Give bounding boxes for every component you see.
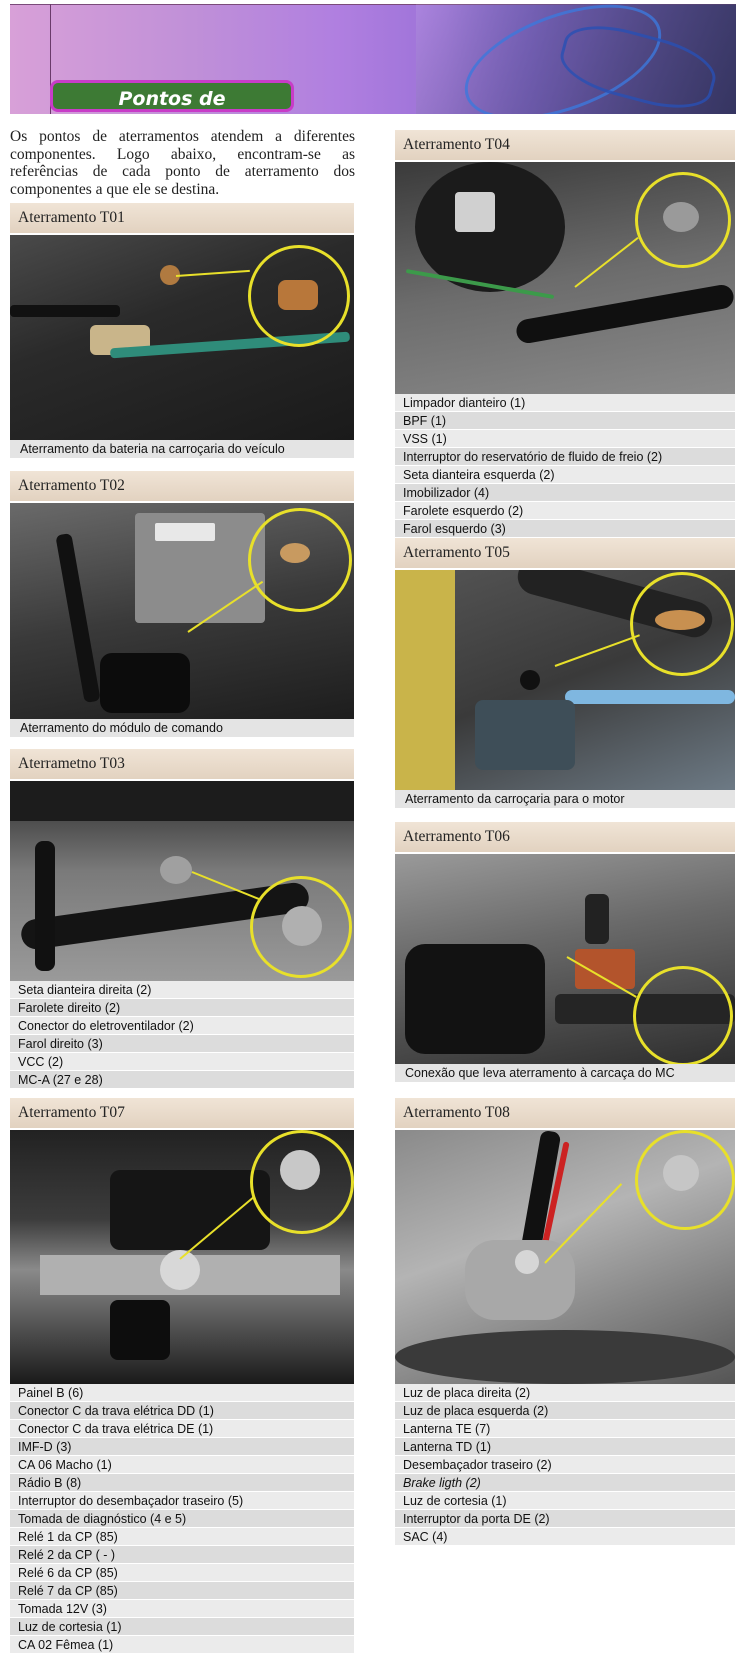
intro-paragraph: Os pontos de aterramentos atendem a diferentes componentes. Logo abaixo, encontram-se as referências de cada ponto de aterramento dos componentes a que ele se destina. [10, 128, 355, 198]
section-title-t06: Aterramento T06 [395, 822, 735, 852]
photo-t06 [395, 854, 735, 1064]
list-item: Tomada 12V (3) [10, 1600, 354, 1618]
list-item: VCC (2) [10, 1053, 354, 1071]
caption-t01: Aterramento da bateria na carroçaria do veículo [10, 440, 354, 458]
list-item: Seta dianteira esquerda (2) [395, 466, 735, 484]
section-title-t01: Aterramento T01 [10, 203, 354, 233]
list-item: MC-A (27 e 28) [10, 1071, 354, 1089]
section-title-t02: Aterramento T02 [10, 471, 354, 501]
list-item: Luz de placa direita (2) [395, 1384, 735, 1402]
list-item: CA 02 Fêmea (1) [10, 1636, 354, 1654]
list-item: Limpador dianteiro (1) [395, 394, 735, 412]
list-item: Lanterna TE (7) [395, 1420, 735, 1438]
header-banner [10, 4, 736, 114]
list-item: Lanterna TD (1) [395, 1438, 735, 1456]
list-item: Conector C da trava elétrica DE (1) [10, 1420, 354, 1438]
list-item: Interruptor da porta DE (2) [395, 1510, 735, 1528]
list-item: Desembaçador traseiro (2) [395, 1456, 735, 1474]
section-title-t05: Aterramento T05 [395, 538, 735, 568]
photo-t01 [10, 235, 354, 440]
list-item: Interruptor do desembaçador traseiro (5) [10, 1492, 354, 1510]
list-item: Conector do eletroventilador (2) [10, 1017, 354, 1035]
caption-t06: Conexão que leva aterramento à carcaça do MC [395, 1064, 735, 1082]
list-item: Farol esquerdo (3) [395, 520, 735, 538]
list-item: Farolete direito (2) [10, 999, 354, 1017]
caption-t05: Aterramento da carroçaria para o motor [395, 790, 735, 808]
list-item: Seta dianteira direita (2) [10, 981, 354, 999]
list-item: IMF-D (3) [10, 1438, 354, 1456]
section-title-t03: Aterrametno T03 [10, 749, 354, 779]
caption-t02: Aterramento do módulo de comando [10, 719, 354, 737]
item-list-t03 [10, 981, 354, 1089]
item-list-t04 [395, 394, 735, 538]
photo-t07 [10, 1130, 354, 1384]
list-item: Farol direito (3) [10, 1035, 354, 1053]
photo-t03 [10, 781, 354, 981]
list-item: Rádio B (8) [10, 1474, 354, 1492]
list-item: Conector C da trava elétrica DD (1) [10, 1402, 354, 1420]
list-item: Luz de placa esquerda (2) [395, 1402, 735, 1420]
section-title-t08: Aterramento T08 [395, 1098, 735, 1128]
list-item: CA 06 Macho (1) [10, 1456, 354, 1474]
list-item: Interruptor do reservatório de fluido de freio (2) [395, 448, 735, 466]
list-item: Painel B (6) [10, 1384, 354, 1402]
list-item: Luz de cortesia (1) [395, 1492, 735, 1510]
photo-t02 [10, 503, 354, 719]
list-item: VSS (1) [395, 430, 735, 448]
list-item: Relé 2 da CP ( - ) [10, 1546, 354, 1564]
list-item: Relé 6 da CP (85) [10, 1564, 354, 1582]
list-item: Farolete esquerdo (2) [395, 502, 735, 520]
list-item: Relé 1 da CP (85) [10, 1528, 354, 1546]
list-item: Luz de cortesia (1) [10, 1618, 354, 1636]
list-item: Relé 7 da CP (85) [10, 1582, 354, 1600]
photo-t04 [395, 162, 735, 394]
section-title-t07: Aterramento T07 [10, 1098, 354, 1128]
photo-t05 [395, 570, 735, 790]
list-item: Imobilizador (4) [395, 484, 735, 502]
item-list-t08 [395, 1384, 735, 1546]
list-item: BPF (1) [395, 412, 735, 430]
photo-t08 [395, 1130, 735, 1384]
page-title: Pontos de [50, 80, 294, 112]
list-item: Brake ligth (2) [395, 1474, 735, 1492]
section-title-t04: Aterramento T04 [395, 130, 735, 160]
item-list-t07 [10, 1384, 354, 1654]
list-item: SAC (4) [395, 1528, 735, 1546]
list-item: Tomada de diagnóstico (4 e 5) [10, 1510, 354, 1528]
